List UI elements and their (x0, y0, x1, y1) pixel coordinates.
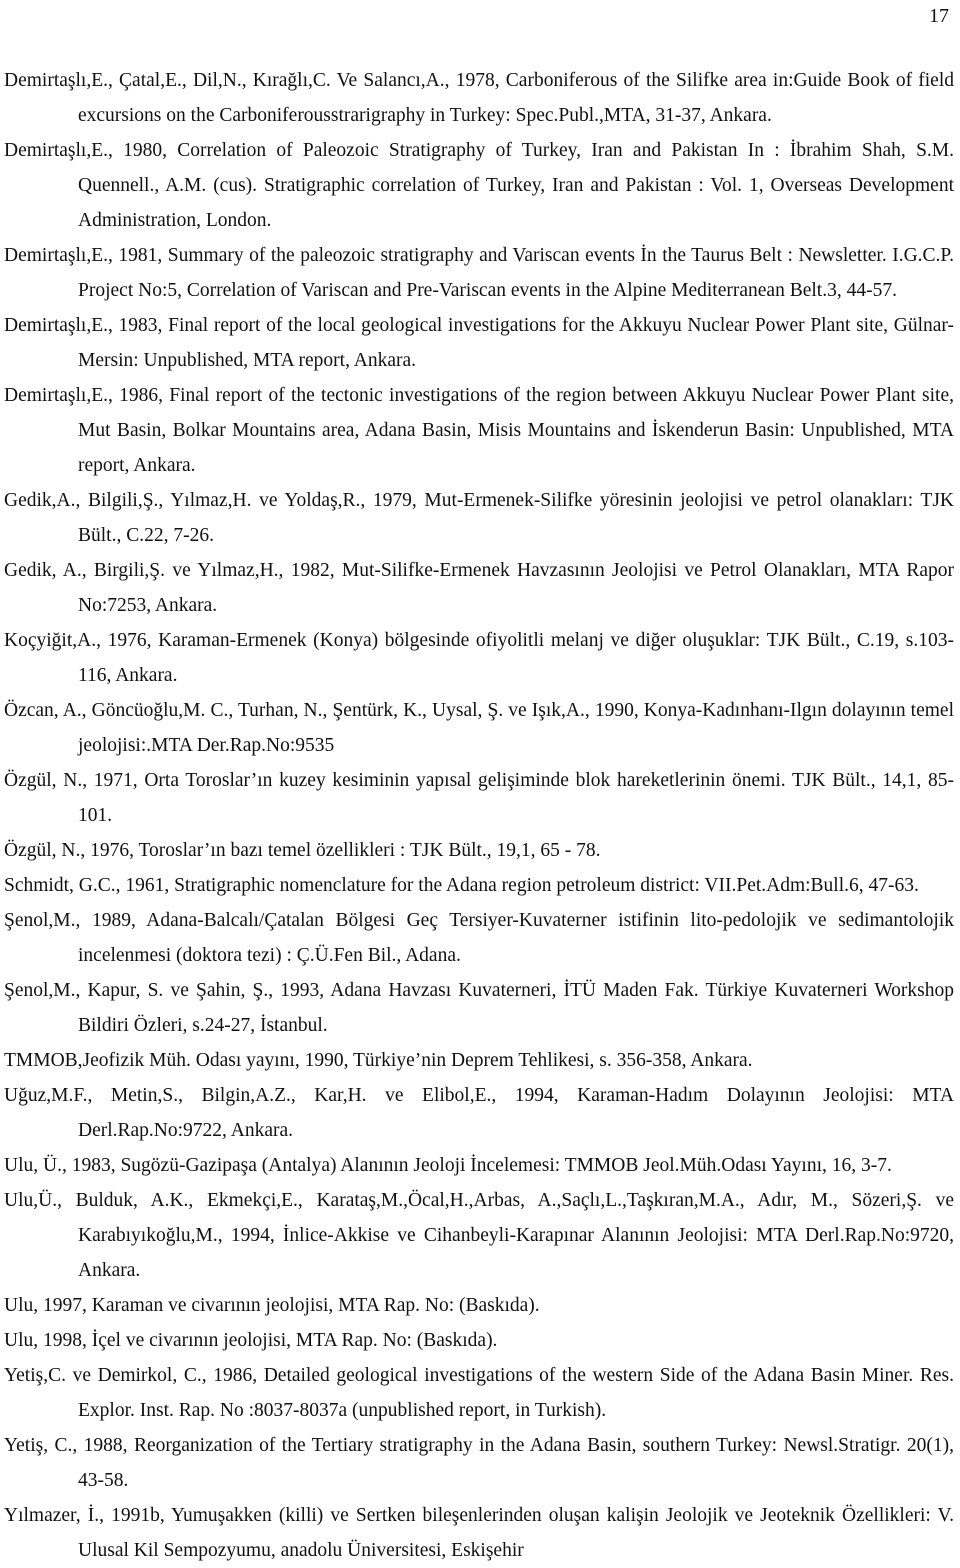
reference-entry: Özgül, N., 1971, Orta Toroslar’ın kuzey kesiminin yapısal gelişiminde blok hareketlerinin önemi. TJK Bült., 14,1, 85-101. (4, 770, 954, 826)
reference-entry: Demirtaşlı,E., Çatal,E., Dil,N., Kırağlı,C. Ve Salancı,A., 1978, Carboniferous of the Silifke area in:Guide Book of field excursions on the Carboniferousstrarigraphy in Turkey: Spec.Publ.,MTA, 31-37, Ankara. (4, 70, 954, 126)
reference-entry: Yılmazer, İ., 1991b, Yumuşakken (killi) ve Sertken bileşenlerinden oluşan kalişin Jeolojik ve Jeoteknik Özellikleri: V. Ulusal Kil Sempozyumu, anadolu Üniversitesi, Eskişehir (4, 1505, 954, 1561)
reference-entry: Demirtaşlı,E., 1980, Correlation of Paleozoic Stratigraphy of Turkey, Iran and Pakistan In : İbrahim Shah, S.M. Quennell., A.M. (cus). Stratigraphic correlation of Turkey, Iran and Pakistan : Vol. 1, Overseas Development Administration, London. (4, 140, 954, 231)
reference-entry: Şenol,M., Kapur, S. ve Şahin, Ş., 1993, Adana Havzası Kuvaterneri, İTÜ Maden Fak. Türkiye Kuvaterneri Workshop Bildiri Özleri, s.24-27, İstanbul. (4, 980, 954, 1036)
reference-entry: Ulu,Ü., Bulduk, A.K., Ekmekçi,E., Karataş,M.,Öcal,H.,Arbas, A.,Saçlı,L.,Taşkıran,M.A., Adır, M., Sözeri,Ş. ve Karabıyıkoğlu,M., 1994, İnlice-Akkise ve Cihanbeyli-Karapınar Alanının Jeolojisi: MTA Derl.Rap.No:9720, Ankara. (4, 1190, 954, 1281)
reference-list (4, 63, 954, 1568)
reference-entry: Özcan, A., Göncüoğlu,M. C., Turhan, N., Şentürk, K., Uysal, Ş. ve Işık,A., 1990, Konya-Kadınhanı-Ilgın dolayının temel jeolojisi:.MTA Der.Rap.No:9535 (4, 700, 954, 756)
page-number: 17 (929, 5, 949, 27)
reference-entry: Demirtaşlı,E., 1986, Final report of the tectonic investigations of the region between Akkuyu Nuclear Power Plant site, Mut Basin, Bolkar Mountains area, Adana Basin, Misis Mountains and İskenderun Basin: Unpublished, MTA report, Ankara. (4, 385, 954, 476)
reference-entry: Yetiş, C., 1988, Reorganization of the Tertiary stratigraphy in the Adana Basin, southern Turkey: Newsl.Stratigr. 20(1), 43-58. (4, 1435, 954, 1491)
reference-entry: Demirtaşlı,E., 1981, Summary of the paleozoic stratigraphy and Variscan events İn the Taurus Belt : Newsletter. I.G.C.P. Project No:5, Correlation of Variscan and Pre-Variscan events in the Alpine Mediterranean Belt.3, 44-57. (4, 245, 954, 301)
reference-entry: Koçyiğit,A., 1976, Karaman-Ermenek (Konya) bölgesinde ofiyolitli melanj ve diğer oluşuklar: TJK Bült., C.19, s.103-116, Ankara. (4, 630, 954, 686)
reference-entry: Özgül, N., 1976, Toroslar’ın bazı temel özellikleri : TJK Bült., 19,1, 65 - 78. (4, 840, 601, 861)
reference-entry: Ulu, Ü., 1983, Sugözü-Gazipaşa (Antalya) Alanının Jeoloji İncelemesi: TMMOB Jeol.Müh.Odası Yayını, 16, 3-7. (4, 1155, 892, 1176)
reference-entry: Gedik,A., Bilgili,Ş., Yılmaz,H. ve Yoldaş,R., 1979, Mut-Ermenek-Silifke yöresinin jeolojisi ve petrol olanakları: TJK Bült., C.22, 7-26. (4, 490, 954, 546)
reference-entry: Yetiş,C. ve Demirkol, C., 1986, Detailed geological investigations of the western Side of the Adana Basin Miner. Res. Explor. Inst. Rap. No :8037-8037a (unpublished report, in Turkish). (4, 1365, 954, 1421)
reference-entry: Ulu, 1998, İçel ve civarının jeolojisi, MTA Rap. No: (Baskıda). (4, 1330, 498, 1351)
reference-entry: Demirtaşlı,E., 1983, Final report of the local geological investigations for the Akkuyu Nuclear Power Plant site, Gülnar-Mersin: Unpublished, MTA report, Ankara. (4, 315, 954, 371)
reference-entry: Şenol,M., 1989, Adana-Balcalı/Çatalan Bölgesi Geç Tersiyer-Kuvaterner istifinin lito-pedolojik ve sedimantolojik incelenmesi (doktora tezi) : Ç.Ü.Fen Bil., Adana. (4, 910, 954, 966)
reference-entry: TMMOB,Jeofizik Müh. Odası yayını, 1990, Türkiye’nin Deprem Tehlikesi, s. 356-358, Ankara. (4, 1050, 753, 1071)
reference-entry: Ulu, 1997, Karaman ve civarının jeolojisi, MTA Rap. No: (Baskıda). (4, 1295, 540, 1316)
reference-entry: Gedik, A., Birgili,Ş. ve Yılmaz,H., 1982, Mut-Silifke-Ermenek Havzasının Jeolojisi ve Petrol Olanakları, MTA Rapor No:7253, Ankara. (4, 560, 954, 616)
reference-entry: Schmidt, G.C., 1961, Stratigraphic nomenclature for the Adana region petroleum district: VII.Pet.Adm:Bull.6, 47-63. (4, 875, 919, 896)
reference-entry: Uğuz,M.F., Metin,S., Bilgin,A.Z., Kar,H. ve Elibol,E., 1994, Karaman-Hadım Dolayının Jeolojisi: MTA Derl.Rap.No:9722, Ankara. (4, 1085, 954, 1141)
